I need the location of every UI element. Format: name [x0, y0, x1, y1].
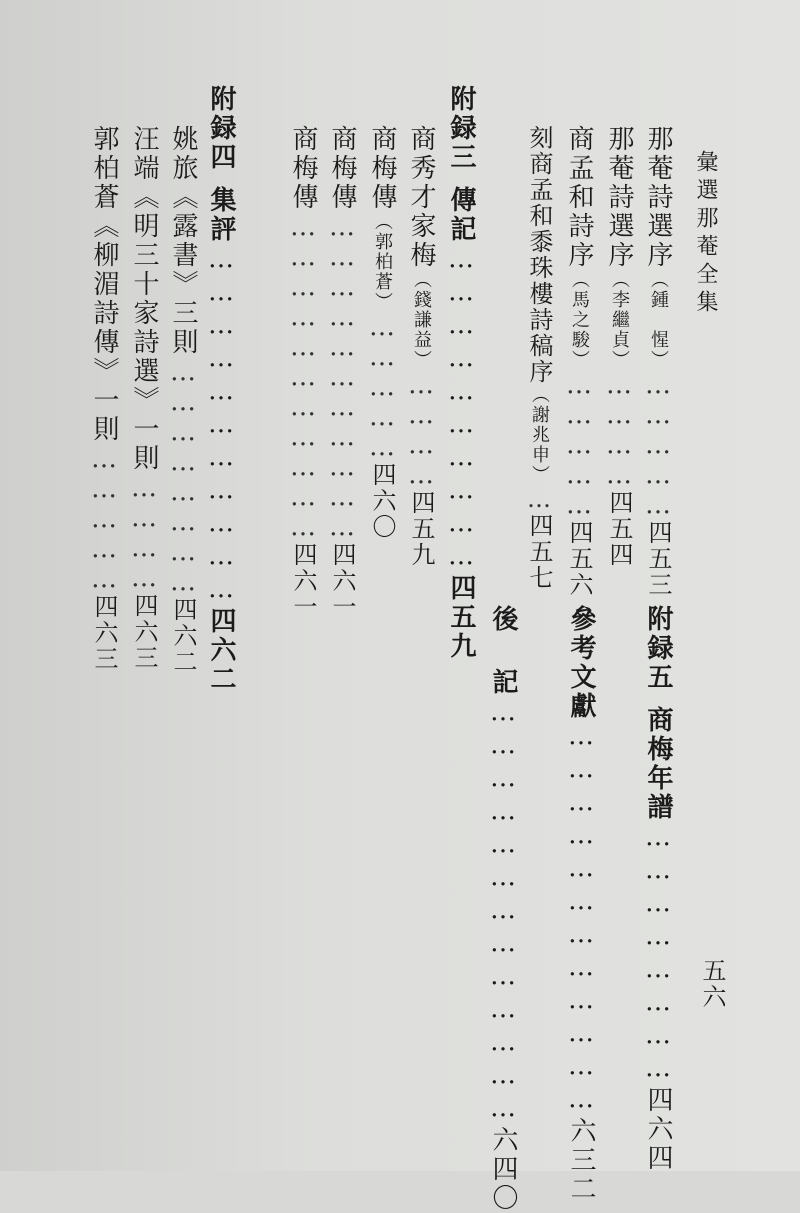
leader-dots: ……………	[367, 312, 397, 462]
leader-dots: ……………………………	[327, 212, 357, 542]
entry-title: 姚旅《露書》三則	[168, 125, 198, 357]
leader-dots: …………	[129, 473, 159, 593]
toc-entry	[645, 125, 671, 598]
entry-title: 商秀才家梅	[406, 125, 436, 270]
afterword-heading	[490, 605, 516, 1213]
leader-dots: …………………………	[446, 244, 476, 574]
page-folio	[700, 958, 724, 1010]
page-number: 六三二	[566, 1117, 596, 1204]
page-number: 四六一	[328, 542, 356, 620]
page-number: 四六二	[169, 597, 197, 675]
leader-dots: …………………………………	[488, 697, 518, 1126]
entry-author: （李繼貞）	[609, 270, 630, 370]
toc-entry	[408, 125, 434, 568]
appendix-name: 傳記	[446, 186, 476, 244]
toc-entry	[170, 125, 196, 675]
page-number: 四五七	[525, 513, 553, 591]
leader-dots: ……………………	[168, 357, 198, 597]
page-number: 四六三	[90, 594, 118, 672]
entry-title: 商梅傳	[327, 125, 357, 212]
entry-title: 郭柏蒼《柳湄詩傳》一則	[89, 125, 119, 444]
entry-title: 刻商孟和黍珠樓詩稿序	[525, 125, 553, 385]
folio-number: 五六	[698, 958, 726, 1010]
entry-author: （鍾 惺）	[648, 270, 669, 370]
entry-title: 商梅傳	[367, 125, 397, 212]
leader-dots: ……………	[564, 370, 594, 520]
page-number: 四六〇	[368, 462, 396, 540]
leader-dots: …………	[604, 370, 634, 490]
appendix-name: 商梅年譜	[643, 706, 673, 822]
page-number: 四五四	[605, 490, 633, 568]
running-header	[694, 150, 716, 318]
leader-dots: ………………………………	[566, 721, 596, 1117]
page-number: 四六三	[130, 593, 158, 671]
toc-entry	[527, 125, 551, 591]
leader-dots: ……………………………	[206, 244, 236, 607]
leader-dots: …………	[406, 370, 436, 490]
appendix-label: 附録三	[446, 85, 476, 172]
appendix-heading	[208, 85, 234, 694]
entry-author: （錢謙益）	[411, 270, 432, 370]
toc-entry	[329, 125, 355, 620]
page-number: 四六一	[289, 542, 317, 620]
appendix-heading	[448, 85, 474, 661]
leader-dots: ……………	[89, 444, 119, 594]
page-number: 四六二	[206, 607, 236, 694]
references-heading	[568, 605, 594, 1204]
book-title: 彙選那菴全集	[693, 150, 718, 318]
leader-dots: ……………	[643, 370, 673, 520]
toc-entry	[91, 125, 117, 672]
page-number: 四五九	[446, 574, 476, 661]
page-number: 四五六	[565, 520, 593, 598]
afterword-label: 後	[488, 605, 518, 634]
entry-author: （馬之駿）	[569, 270, 590, 370]
page-number: 四六四	[643, 1086, 673, 1173]
afterword-label-2: 記	[488, 668, 518, 697]
toc-entry	[369, 125, 395, 540]
page-number: 六四〇	[488, 1126, 518, 1213]
references-label: 參考文獻	[566, 605, 596, 721]
page-number: 四五九	[407, 490, 435, 568]
leader-dots: ……………………	[643, 822, 673, 1086]
entry-title: 商孟和詩序	[564, 125, 594, 270]
entry-title: 那菴詩選序	[643, 125, 673, 270]
appendix-label: 附録四	[206, 85, 236, 172]
toc-entry	[566, 125, 592, 598]
appendix-label: 附録五	[643, 605, 673, 692]
toc-entry	[606, 125, 632, 568]
toc-entry	[290, 125, 316, 620]
entry-author: （謝兆申）	[529, 385, 550, 485]
appendix-name: 集評	[206, 186, 236, 244]
appendix-heading	[645, 605, 671, 1173]
toc-entry	[131, 125, 157, 671]
leader-dots: ……………………………	[288, 212, 318, 542]
entry-title: 汪端《明三十家詩選》一則	[129, 125, 159, 473]
entry-title: 商梅傳	[288, 125, 318, 212]
leader-dots: …	[525, 485, 553, 513]
entry-author: （郭柏蒼）	[372, 212, 393, 312]
entry-title: 那菴詩選序	[604, 125, 634, 270]
page-number: 四五三	[644, 520, 672, 598]
